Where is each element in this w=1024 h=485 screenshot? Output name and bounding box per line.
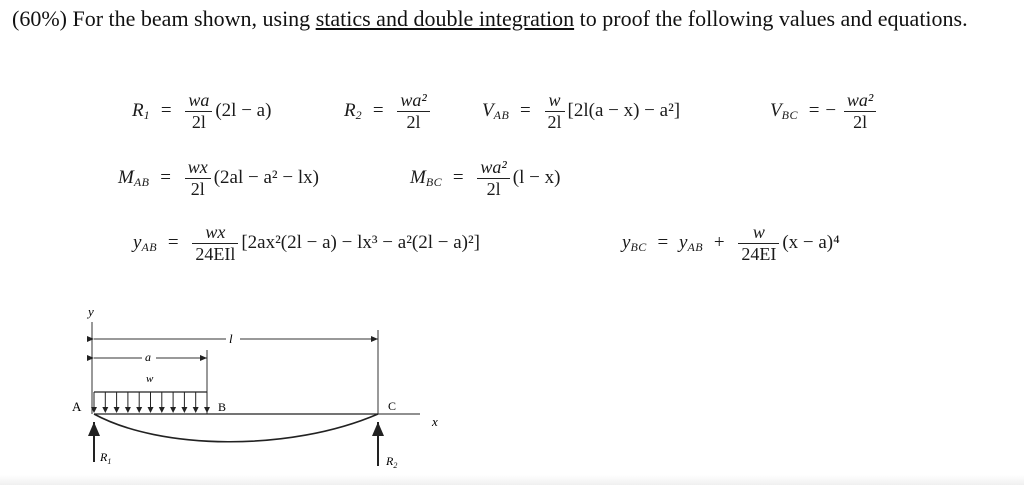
- load-arrow-head: [159, 407, 165, 413]
- eq-mid-lhs: y: [679, 231, 688, 253]
- eq-lhs: M: [118, 166, 134, 188]
- x-axis-label: x: [432, 414, 438, 429]
- fraction-numerator: wa²: [844, 90, 876, 112]
- eq-sub: 2: [355, 107, 363, 122]
- fraction-denominator: 2l: [853, 112, 868, 132]
- fraction-numerator: wx: [192, 222, 238, 244]
- fraction-numerator: wa²: [477, 157, 509, 179]
- load-arrow-head: [204, 407, 210, 413]
- eq-sub: AB: [133, 174, 150, 189]
- equation-yab: $y_{AB}$ = $\frac{wx}{\text{24EIl}}$ [2ax²(2l − a) − lx³ − a²(2l − a)²]: [133, 222, 481, 264]
- fraction-numerator: wx: [185, 157, 211, 179]
- fraction-denominator: 2l: [191, 112, 206, 132]
- fraction-denominator: 24EIl: [195, 244, 236, 264]
- equation-mbc: $M_{BC}$ = $\frac{\text{wa²}}{2l}$ (l − x): [410, 157, 561, 199]
- eq-mid-sub: AB: [687, 239, 704, 254]
- eq-lhs: R: [132, 99, 144, 121]
- load-arrow-head: [181, 407, 187, 413]
- eq-sub: BC: [781, 107, 798, 122]
- fraction-denominator: 2l: [547, 112, 562, 132]
- equation-vab: $V_{AB}$ = $\frac{w}{2l}$ [2l(a − x) − a²]: [482, 90, 681, 132]
- reaction-r2-label: $R_2$: [386, 454, 398, 470]
- equation-r1: $R_1$ = $\frac{wa}{2l}$ (2l − a): [132, 90, 272, 132]
- fraction-denominator: 24EI: [741, 244, 777, 264]
- dimension-a-label: a: [145, 350, 151, 364]
- eq-sub: BC: [425, 174, 443, 189]
- eq-sub: BC: [630, 239, 647, 254]
- load-arrow-head: [193, 407, 199, 413]
- load-arrow-head: [148, 407, 154, 413]
- point-a-label: A: [72, 399, 82, 414]
- eq-rest: [2ax²(2l − a) − lx³ − a²(2l − a)²]: [241, 231, 481, 253]
- load-arrow-head: [125, 407, 131, 413]
- load-arrow-head: [136, 407, 142, 413]
- load-arrow-head: [114, 407, 120, 413]
- eq-lhs: V: [482, 99, 494, 121]
- eq-sub: AB: [493, 107, 510, 122]
- problem-prefix: (60%) For the beam shown, using: [12, 6, 316, 31]
- eq-rest: (l − x): [512, 166, 561, 188]
- eq-rest: (2l − a): [215, 99, 272, 121]
- problem-underlined-method: statics and double integration: [315, 6, 575, 31]
- fraction-denominator: 2l: [486, 179, 501, 199]
- eq-sub: 1: [143, 107, 151, 122]
- distributed-load-arrows: [91, 392, 210, 413]
- eq-lhs: y: [622, 231, 631, 253]
- y-axis-label: y: [88, 304, 94, 319]
- point-c-label: C: [388, 399, 397, 413]
- load-arrow-head: [170, 407, 176, 413]
- eq-sub: AB: [141, 239, 158, 254]
- eq-rest: (2al − a² − lx): [213, 166, 319, 188]
- eq-lhs: y: [133, 231, 142, 253]
- problem-suffix: to proof the following values and equations.: [574, 6, 968, 31]
- eq-lhs: M: [410, 166, 426, 188]
- fraction-numerator: w: [545, 90, 565, 112]
- load-arrow-head: [102, 407, 108, 413]
- eq-lhs: R: [344, 99, 356, 121]
- equation-vbc: $V_{BC}$ = − $\frac{\text{wa²}}{2l}$: [770, 90, 879, 133]
- reaction-r1-label: $R_1$: [100, 450, 112, 466]
- fraction-numerator: wa²: [397, 90, 429, 112]
- eq-sign: −: [825, 99, 837, 121]
- fraction-denominator: 2l: [190, 179, 205, 199]
- fraction-numerator: wa: [185, 90, 212, 112]
- deflection-curve: [94, 414, 378, 442]
- equation-mab: $M_{AB}$ = $\frac{wx}{2l}$ (2al − a² − lx): [118, 157, 319, 199]
- equation-r2: $R_2$ = $\frac{\text{wa²}}{2l}$: [344, 90, 433, 133]
- eq-rest: [2l(a − x) − a²]: [567, 99, 681, 121]
- fraction-numerator: w: [738, 222, 779, 244]
- dimension-l-label: l: [229, 331, 233, 346]
- load-label: w: [146, 373, 154, 385]
- point-b-label: B: [218, 400, 227, 414]
- fraction-denominator: 2l: [406, 112, 421, 132]
- bottom-edge: [0, 475, 1024, 485]
- eq-rest: (x − a)⁴: [782, 231, 840, 253]
- eq-lhs: V: [770, 99, 782, 121]
- equation-ybc: $y_{BC} = y_{AB}$ + $\frac{w}{24EI}$ (x − a)⁴: [622, 222, 840, 264]
